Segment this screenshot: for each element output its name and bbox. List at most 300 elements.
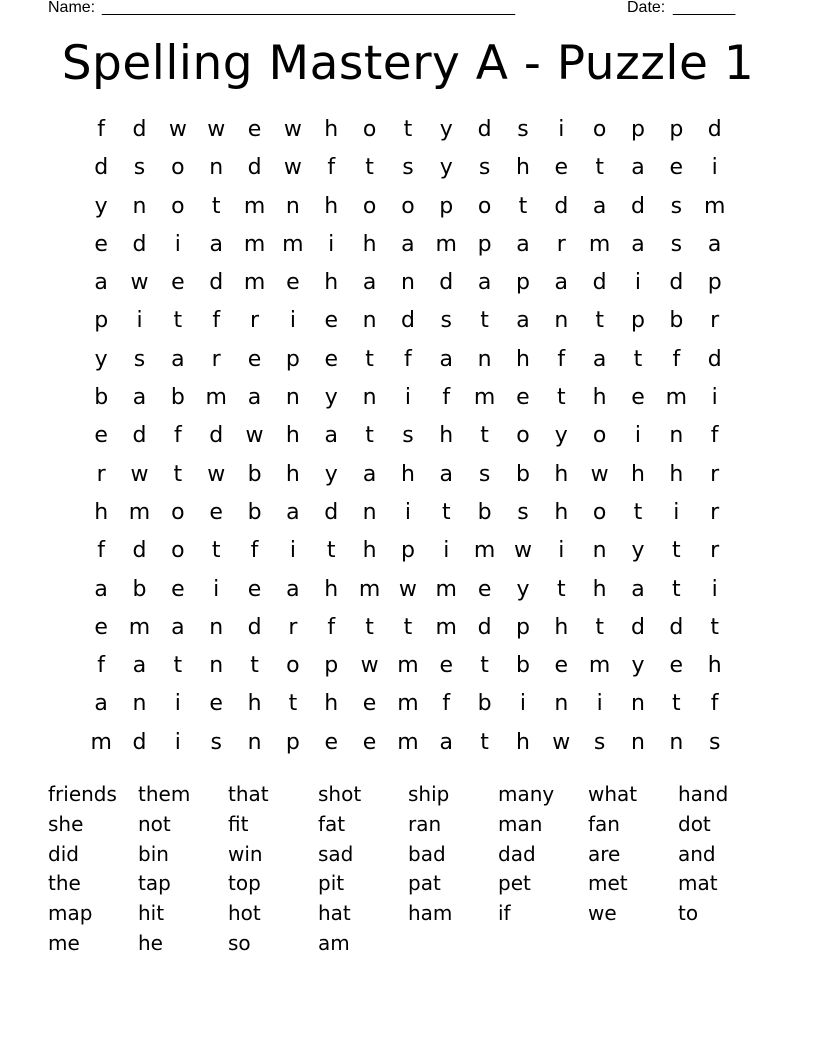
grid-letter[interactable]: i: [596, 691, 603, 717]
grid-letter[interactable]: a: [247, 385, 262, 411]
grid-letter[interactable]: e: [247, 576, 262, 602]
grid-letter[interactable]: i: [711, 155, 718, 181]
grid-letter[interactable]: p: [515, 614, 530, 640]
word-bank-item: friends: [48, 782, 117, 806]
grid-letter[interactable]: m: [397, 691, 419, 717]
grid-letter[interactable]: h: [592, 385, 607, 411]
grid-letter[interactable]: t: [480, 308, 489, 334]
grid-letter[interactable]: a: [554, 270, 569, 296]
grid-letter[interactable]: i: [174, 231, 181, 257]
grid-letter[interactable]: m: [282, 231, 304, 257]
grid-letter[interactable]: t: [518, 193, 528, 219]
grid-letter[interactable]: d: [707, 117, 722, 142]
grid-letter[interactable]: a: [707, 231, 722, 257]
grid-letter[interactable]: s: [517, 117, 529, 142]
grid-letter[interactable]: w: [207, 117, 226, 142]
grid-letter[interactable]: m: [588, 653, 611, 679]
grid-letter[interactable]: w: [283, 117, 302, 142]
grid-letter[interactable]: h: [324, 117, 339, 142]
grid-letter[interactable]: t: [556, 385, 566, 411]
grid-letter[interactable]: s: [670, 231, 683, 257]
grid-letter[interactable]: a: [516, 308, 530, 334]
grid-letter[interactable]: n: [477, 346, 492, 372]
grid-letter[interactable]: i: [558, 538, 565, 564]
grid-letter[interactable]: e: [94, 423, 108, 449]
grid-letter[interactable]: r: [710, 538, 720, 564]
grid-letter[interactable]: m: [435, 231, 457, 257]
grid-letter[interactable]: e: [554, 653, 569, 679]
grid-letter[interactable]: o: [362, 193, 377, 219]
grid-letter[interactable]: a: [132, 653, 147, 679]
grid-letter[interactable]: n: [362, 385, 377, 411]
grid-row: [82, 724, 734, 762]
grid-letter[interactable]: y: [516, 576, 530, 602]
grid-letter[interactable]: t: [595, 155, 604, 181]
grid-letter[interactable]: h: [592, 576, 607, 602]
grid-letter[interactable]: d: [132, 231, 147, 257]
grid-letter[interactable]: e: [247, 346, 262, 372]
grid-letter[interactable]: a: [286, 499, 300, 525]
grid-letter[interactable]: b: [132, 576, 147, 602]
grid-letter[interactable]: w: [130, 270, 149, 296]
grid-letter[interactable]: b: [515, 461, 530, 487]
grid-letter[interactable]: i: [174, 691, 181, 717]
grid-letter[interactable]: p: [631, 308, 645, 334]
grid-letter[interactable]: i: [404, 499, 411, 525]
grid-letter[interactable]: a: [286, 576, 300, 602]
grid-letter[interactable]: i: [634, 270, 642, 296]
grid-letter[interactable]: t: [595, 308, 604, 334]
grid-letter[interactable]: e: [324, 308, 338, 334]
grid-letter[interactable]: t: [633, 346, 643, 372]
grid-letter[interactable]: e: [247, 117, 262, 142]
grid-letter[interactable]: w: [513, 538, 532, 564]
grid-letter[interactable]: p: [439, 193, 454, 219]
grid-letter[interactable]: h: [669, 461, 684, 487]
grid-letter[interactable]: f: [212, 308, 221, 334]
grid-letter[interactable]: s: [593, 729, 606, 755]
grid-letter[interactable]: n: [132, 193, 147, 219]
grid-letter[interactable]: d: [439, 270, 454, 296]
grid-letter[interactable]: d: [554, 193, 569, 219]
grid-letter[interactable]: e: [362, 729, 377, 755]
grid-letter[interactable]: m: [243, 231, 266, 257]
grid-letter[interactable]: b: [477, 691, 492, 717]
grid-letter[interactable]: t: [672, 576, 681, 602]
grid-letter[interactable]: e: [631, 385, 645, 411]
grid-letter[interactable]: n: [554, 308, 569, 334]
grid-letter[interactable]: h: [515, 155, 530, 181]
grid-letter[interactable]: w: [552, 729, 571, 755]
grid-letter[interactable]: i: [673, 499, 680, 525]
grid-letter[interactable]: o: [592, 423, 607, 449]
name-field[interactable]: ________________________________________________: [102, 0, 515, 16]
grid-letter[interactable]: f: [327, 614, 336, 640]
grid-letter[interactable]: t: [365, 423, 374, 449]
grid-letter[interactable]: s: [402, 423, 414, 449]
grid-letter[interactable]: e: [171, 576, 185, 602]
grid-letter[interactable]: a: [439, 729, 453, 755]
grid-letter[interactable]: f: [672, 346, 681, 372]
grid-letter[interactable]: d: [707, 346, 722, 372]
grid-letter[interactable]: t: [710, 614, 719, 640]
grid-letter[interactable]: m: [435, 614, 457, 640]
grid-letter[interactable]: a: [362, 270, 377, 296]
grid-letter[interactable]: p: [515, 270, 530, 296]
grid-letter[interactable]: y: [554, 423, 568, 449]
grid-letter[interactable]: t: [403, 117, 413, 142]
grid-letter[interactable]: e: [362, 691, 377, 717]
grid-letter[interactable]: e: [477, 576, 492, 602]
grid-letter[interactable]: t: [288, 691, 298, 717]
grid-letter[interactable]: o: [516, 423, 530, 449]
grid-letter[interactable]: h: [285, 423, 300, 449]
grid-letter[interactable]: r: [211, 346, 221, 372]
grid-letter[interactable]: r: [710, 461, 720, 487]
grid-letter[interactable]: m: [205, 385, 227, 411]
grid-letter[interactable]: d: [669, 614, 684, 640]
grid-letter[interactable]: e: [439, 653, 454, 679]
grid-letter[interactable]: a: [516, 231, 530, 257]
grid-letter[interactable]: b: [669, 308, 684, 334]
grid-letter[interactable]: y: [324, 461, 338, 487]
grid-letter[interactable]: t: [672, 691, 681, 717]
grid-letter[interactable]: p: [324, 653, 339, 679]
grid-letter[interactable]: o: [171, 538, 185, 564]
grid-letter[interactable]: o: [362, 117, 377, 142]
grid-letter[interactable]: a: [171, 346, 185, 372]
grid-letter[interactable]: n: [669, 729, 684, 755]
grid-letter[interactable]: e: [171, 270, 185, 296]
grid-letter[interactable]: h: [362, 231, 377, 257]
grid-letter[interactable]: b: [170, 385, 185, 411]
grid-letter[interactable]: f: [557, 346, 566, 372]
grid-letter[interactable]: f: [327, 155, 336, 181]
grid-letter[interactable]: o: [171, 155, 185, 181]
grid-letter[interactable]: r: [288, 614, 298, 640]
grid-letter[interactable]: f: [250, 538, 259, 564]
grid-letter[interactable]: a: [439, 346, 453, 372]
grid-letter[interactable]: a: [631, 155, 645, 181]
grid-letter[interactable]: y: [324, 385, 338, 411]
grid-letter[interactable]: d: [247, 614, 262, 640]
grid-letter[interactable]: n: [631, 729, 645, 755]
grid-letter[interactable]: e: [669, 155, 684, 181]
grid-letter[interactable]: w: [168, 117, 187, 142]
grid-letter[interactable]: b: [247, 461, 262, 487]
grid-letter[interactable]: o: [592, 117, 607, 142]
grid-letter[interactable]: f: [404, 346, 412, 372]
grid-letter[interactable]: d: [631, 193, 645, 219]
grid-letter[interactable]: p: [285, 346, 300, 372]
grid-letter[interactable]: i: [711, 385, 718, 411]
grid-letter[interactable]: d: [592, 270, 607, 296]
grid-letter[interactable]: o: [171, 499, 185, 525]
grid-letter[interactable]: w: [283, 155, 302, 181]
grid-letter[interactable]: d: [209, 270, 224, 296]
grid-letter[interactable]: i: [443, 538, 450, 564]
grid-letter[interactable]: a: [209, 231, 223, 257]
grid-letter[interactable]: d: [324, 499, 339, 525]
grid-letter[interactable]: d: [247, 155, 262, 181]
grid-letter[interactable]: y: [439, 155, 453, 181]
grid-letter[interactable]: a: [631, 576, 645, 602]
grid-letter[interactable]: h: [439, 423, 454, 449]
grid-letter[interactable]: a: [362, 461, 377, 487]
grid-letter[interactable]: s: [133, 346, 146, 372]
grid-letter[interactable]: s: [670, 193, 683, 219]
grid-letter[interactable]: d: [477, 117, 492, 142]
grid-letter[interactable]: d: [132, 117, 147, 142]
grid-letter[interactable]: s: [440, 308, 452, 334]
grid-letter[interactable]: t: [326, 538, 336, 564]
grid-letter[interactable]: a: [324, 423, 338, 449]
grid-letter[interactable]: s: [402, 155, 414, 181]
grid-letter[interactable]: e: [669, 653, 684, 679]
grid-letter[interactable]: a: [401, 231, 415, 257]
grid-letter[interactable]: m: [435, 576, 457, 602]
grid-letter[interactable]: f: [442, 691, 451, 717]
grid-letter[interactable]: m: [397, 653, 419, 679]
grid-letter[interactable]: o: [171, 193, 185, 219]
grid-letter[interactable]: m: [665, 385, 688, 411]
grid-letter[interactable]: y: [439, 117, 453, 142]
grid-letter[interactable]: o: [286, 653, 300, 679]
grid-letter[interactable]: d: [400, 308, 415, 334]
grid-letter[interactable]: d: [94, 155, 109, 181]
grid-letter[interactable]: m: [473, 385, 496, 411]
grid-letter[interactable]: s: [478, 461, 491, 487]
grid-letter[interactable]: h: [324, 576, 339, 602]
grid-letter[interactable]: a: [592, 193, 607, 219]
grid-letter[interactable]: n: [247, 729, 262, 755]
grid-letter[interactable]: h: [554, 499, 569, 525]
grid-letter[interactable]: t: [365, 346, 374, 372]
grid-letter[interactable]: y: [94, 193, 108, 219]
grid-letter[interactable]: f: [97, 538, 106, 564]
grid-letter[interactable]: w: [207, 461, 226, 487]
grid-letter[interactable]: d: [132, 538, 147, 564]
grid-letter[interactable]: t: [403, 614, 413, 640]
grid-letter[interactable]: i: [711, 576, 718, 602]
grid-letter[interactable]: h: [554, 461, 569, 487]
grid-letter[interactable]: p: [669, 117, 684, 142]
grid-letter[interactable]: r: [710, 499, 720, 525]
grid-letter[interactable]: t: [365, 614, 374, 640]
grid-letter[interactable]: p: [477, 231, 492, 257]
grid-letter[interactable]: e: [324, 346, 338, 372]
grid-letter[interactable]: b: [247, 499, 262, 525]
grid-letter[interactable]: h: [515, 346, 530, 372]
grid-letter[interactable]: e: [94, 614, 108, 640]
grid-letter[interactable]: t: [441, 499, 451, 525]
grid-letter[interactable]: h: [554, 614, 569, 640]
grid-letter[interactable]: h: [400, 461, 415, 487]
grid-letter[interactable]: m: [243, 270, 266, 296]
grid-letter[interactable]: i: [289, 308, 296, 334]
grid-letter[interactable]: y: [631, 653, 645, 679]
grid-letter[interactable]: i: [404, 385, 411, 411]
grid-letter[interactable]: h: [324, 270, 339, 296]
grid-letter[interactable]: n: [285, 193, 300, 219]
grid-letter[interactable]: b: [477, 499, 492, 525]
grid-letter[interactable]: s: [478, 155, 491, 181]
grid-letter[interactable]: n: [209, 614, 224, 640]
grid-letter[interactable]: t: [173, 461, 183, 487]
grid-letter[interactable]: i: [634, 423, 642, 449]
grid-letter[interactable]: a: [94, 576, 108, 602]
date-field[interactable]: _______: [673, 0, 736, 16]
grid-letter[interactable]: i: [558, 117, 565, 142]
grid-letter[interactable]: p: [94, 308, 109, 334]
word-bank-item: to: [678, 901, 699, 926]
grid-row: [82, 417, 734, 455]
grid-letter[interactable]: m: [128, 499, 151, 525]
grid-letter[interactable]: d: [477, 614, 492, 640]
grid-letter[interactable]: m: [397, 729, 419, 755]
grid-letter[interactable]: h: [707, 653, 722, 679]
grid-letter[interactable]: i: [174, 729, 181, 755]
grid-letter[interactable]: m: [588, 231, 611, 257]
grid-letter[interactable]: b: [515, 653, 530, 679]
grid-letter[interactable]: i: [213, 576, 220, 602]
grid-letter[interactable]: n: [362, 499, 377, 525]
word-bank-item: so: [228, 930, 251, 955]
grid-letter[interactable]: a: [439, 461, 453, 487]
grid-letter[interactable]: t: [633, 499, 643, 525]
grid-letter[interactable]: y: [94, 346, 108, 372]
grid-letter[interactable]: s: [708, 729, 721, 755]
grid-letter[interactable]: m: [703, 193, 726, 219]
grid-letter[interactable]: f: [710, 691, 719, 717]
grid-letter[interactable]: a: [171, 614, 185, 640]
grid-letter[interactable]: h: [631, 461, 645, 487]
grid-letter[interactable]: n: [285, 385, 300, 411]
grid-letter[interactable]: t: [480, 653, 489, 679]
grid-letter[interactable]: e: [554, 155, 569, 181]
grid-row: [82, 226, 734, 264]
grid-letter[interactable]: m: [128, 614, 151, 640]
grid-letter[interactable]: i: [328, 231, 335, 257]
grid-letter[interactable]: t: [173, 308, 183, 334]
grid-letter[interactable]: h: [324, 691, 339, 717]
grid-letter[interactable]: n: [669, 423, 684, 449]
grid-letter[interactable]: p: [707, 270, 722, 296]
grid-letter[interactable]: h: [362, 538, 377, 564]
grid-letter[interactable]: w: [130, 461, 149, 487]
grid-letter[interactable]: o: [401, 193, 415, 219]
grid-letter[interactable]: t: [211, 538, 221, 564]
grid-letter[interactable]: d: [132, 423, 147, 449]
grid-letter[interactable]: w: [360, 653, 379, 679]
grid-letter[interactable]: r: [250, 308, 260, 334]
grid-letter[interactable]: n: [400, 270, 415, 296]
grid-letter[interactable]: t: [480, 729, 489, 755]
grid-letter[interactable]: d: [631, 614, 645, 640]
grid-letter[interactable]: a: [132, 385, 147, 411]
grid-letter[interactable]: n: [592, 538, 607, 564]
grid-letter[interactable]: e: [324, 729, 338, 755]
word-bank-item: hit: [138, 901, 165, 926]
grid-letter[interactable]: a: [592, 346, 607, 372]
grid-letter[interactable]: i: [289, 538, 296, 564]
grid-letter[interactable]: p: [631, 117, 645, 142]
grid-letter[interactable]: t: [595, 614, 604, 640]
grid-letter[interactable]: e: [209, 499, 223, 525]
grid-letter[interactable]: f: [173, 423, 182, 449]
grid-letter[interactable]: a: [94, 691, 108, 717]
grid-letter[interactable]: a: [477, 270, 492, 296]
grid-letter[interactable]: t: [173, 653, 183, 679]
grid-letter[interactable]: f: [442, 385, 451, 411]
grid-letter[interactable]: e: [94, 231, 108, 257]
grid-letter[interactable]: h: [247, 691, 262, 717]
grid-letter[interactable]: r: [556, 231, 566, 257]
grid-letter[interactable]: i: [519, 691, 527, 717]
grid-letter[interactable]: t: [211, 193, 221, 219]
grid-letter[interactable]: h: [94, 499, 109, 525]
grid-letter[interactable]: r: [710, 308, 720, 334]
grid-letter[interactable]: p: [285, 729, 300, 755]
grid-letter[interactable]: t: [672, 538, 681, 564]
grid-letter[interactable]: d: [209, 423, 224, 449]
grid-letter[interactable]: o: [592, 499, 607, 525]
grid-letter[interactable]: f: [710, 423, 719, 449]
grid-letter[interactable]: n: [362, 308, 377, 334]
grid-letter[interactable]: e: [286, 270, 300, 296]
grid-letter[interactable]: f: [97, 653, 106, 679]
grid-letter[interactable]: m: [473, 538, 496, 564]
grid-letter[interactable]: m: [358, 576, 381, 602]
grid-letter[interactable]: w: [245, 423, 264, 449]
grid-letter[interactable]: m: [243, 193, 266, 219]
grid-row: [82, 341, 734, 379]
grid-letter[interactable]: h: [515, 729, 530, 755]
grid-letter[interactable]: n: [631, 691, 645, 717]
grid-letter[interactable]: s: [133, 155, 146, 181]
grid-letter[interactable]: n: [132, 691, 147, 717]
grid-letter[interactable]: e: [516, 385, 530, 411]
grid-letter[interactable]: t: [480, 423, 489, 449]
grid-letter[interactable]: w: [398, 576, 417, 602]
grid-letter[interactable]: s: [517, 499, 529, 525]
grid-letter[interactable]: b: [94, 385, 109, 411]
grid-letter[interactable]: r: [96, 461, 106, 487]
grid-letter[interactable]: a: [94, 270, 108, 296]
grid-letter[interactable]: h: [324, 193, 339, 219]
grid-letter[interactable]: o: [477, 193, 492, 219]
grid-letter[interactable]: t: [556, 576, 566, 602]
grid-letter[interactable]: n: [209, 653, 224, 679]
grid-letter[interactable]: m: [90, 729, 112, 755]
grid-letter[interactable]: p: [400, 538, 415, 564]
grid-letter[interactable]: n: [554, 691, 569, 717]
grid-letter[interactable]: h: [285, 461, 300, 487]
grid-letter[interactable]: d: [132, 729, 147, 755]
grid-letter[interactable]: d: [669, 270, 684, 296]
word-bank-item: pat: [408, 871, 441, 896]
grid-letter[interactable]: t: [365, 155, 374, 181]
grid-letter[interactable]: t: [250, 653, 259, 679]
grid-letter[interactable]: y: [631, 538, 645, 564]
grid-letter[interactable]: w: [590, 461, 609, 487]
grid-letter[interactable]: a: [631, 231, 645, 257]
grid-letter[interactable]: i: [136, 308, 143, 334]
grid-letter[interactable]: e: [209, 691, 223, 717]
grid-letter[interactable]: s: [210, 729, 222, 755]
grid-letter[interactable]: f: [97, 117, 106, 142]
grid-letter[interactable]: n: [209, 155, 224, 181]
